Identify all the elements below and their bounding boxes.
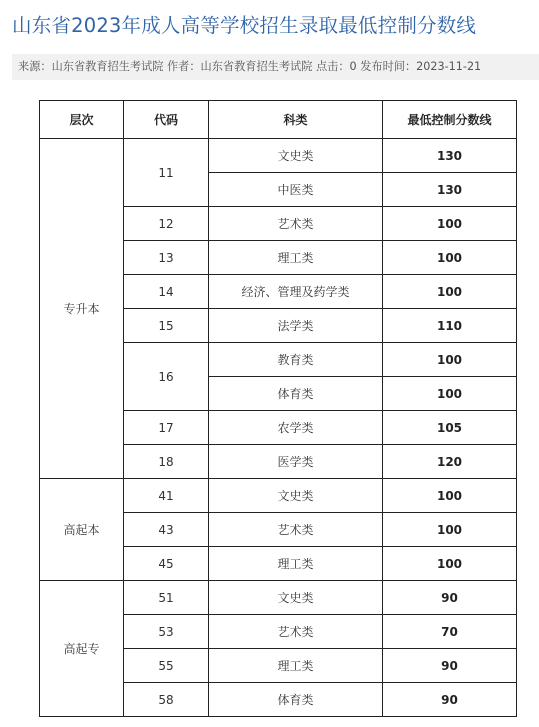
code-cell: 55 xyxy=(124,649,209,683)
category-cell: 文史类 xyxy=(209,479,383,513)
category-cell: 文史类 xyxy=(209,139,383,173)
code-cell: 11 xyxy=(124,139,209,207)
code-cell: 41 xyxy=(124,479,209,513)
header-category: 科类 xyxy=(209,101,383,139)
score-cell: 110 xyxy=(383,309,517,343)
code-cell: 13 xyxy=(124,241,209,275)
code-cell: 14 xyxy=(124,275,209,309)
score-cell: 90 xyxy=(383,683,517,717)
category-cell: 理工类 xyxy=(209,241,383,275)
level-cell: 高起本 xyxy=(40,479,124,581)
category-cell: 理工类 xyxy=(209,547,383,581)
code-cell: 58 xyxy=(124,683,209,717)
code-cell: 16 xyxy=(124,343,209,411)
category-cell: 理工类 xyxy=(209,649,383,683)
table-header-row xyxy=(40,101,517,139)
score-cell: 100 xyxy=(383,207,517,241)
score-cell: 100 xyxy=(383,513,517,547)
category-cell: 艺术类 xyxy=(209,207,383,241)
score-table xyxy=(39,100,517,717)
level-cell: 高起专 xyxy=(40,581,124,717)
code-cell: 17 xyxy=(124,411,209,445)
category-cell: 体育类 xyxy=(209,377,383,411)
score-cell: 130 xyxy=(383,139,517,173)
category-cell: 文史类 xyxy=(209,581,383,615)
category-cell: 体育类 xyxy=(209,683,383,717)
category-cell: 艺术类 xyxy=(209,615,383,649)
score-cell: 90 xyxy=(383,581,517,615)
category-cell: 艺术类 xyxy=(209,513,383,547)
code-cell: 18 xyxy=(124,445,209,479)
table-row xyxy=(40,139,517,173)
header-code: 代码 xyxy=(124,101,209,139)
header-min-score: 最低控制分数线 xyxy=(383,101,517,139)
category-cell: 医学类 xyxy=(209,445,383,479)
score-cell: 100 xyxy=(383,343,517,377)
page-title: 山东省2023年成人高等学校招生录取最低控制分数线 xyxy=(12,14,477,37)
header-level: 层次 xyxy=(40,101,124,139)
category-cell: 经济、管理及药学类 xyxy=(209,275,383,309)
score-cell: 120 xyxy=(383,445,517,479)
score-cell: 90 xyxy=(383,649,517,683)
code-cell: 15 xyxy=(124,309,209,343)
table-row xyxy=(40,581,517,615)
category-cell: 农学类 xyxy=(209,411,383,445)
category-cell: 法学类 xyxy=(209,309,383,343)
category-cell: 教育类 xyxy=(209,343,383,377)
code-cell: 45 xyxy=(124,547,209,581)
level-cell: 专升本 xyxy=(40,139,124,479)
score-cell: 100 xyxy=(383,275,517,309)
score-cell: 130 xyxy=(383,173,517,207)
article-meta: 来源：山东省教育招生考试院 作者：山东省教育招生考试院 点击：0 发布时间：2023-11-21 xyxy=(12,54,539,80)
table-row xyxy=(40,479,517,513)
code-cell: 53 xyxy=(124,615,209,649)
score-cell: 70 xyxy=(383,615,517,649)
score-cell: 100 xyxy=(383,241,517,275)
score-cell: 100 xyxy=(383,377,517,411)
score-cell: 100 xyxy=(383,479,517,513)
score-cell: 105 xyxy=(383,411,517,445)
score-cell: 100 xyxy=(383,547,517,581)
code-cell: 51 xyxy=(124,581,209,615)
category-cell: 中医类 xyxy=(209,173,383,207)
code-cell: 12 xyxy=(124,207,209,241)
code-cell: 43 xyxy=(124,513,209,547)
